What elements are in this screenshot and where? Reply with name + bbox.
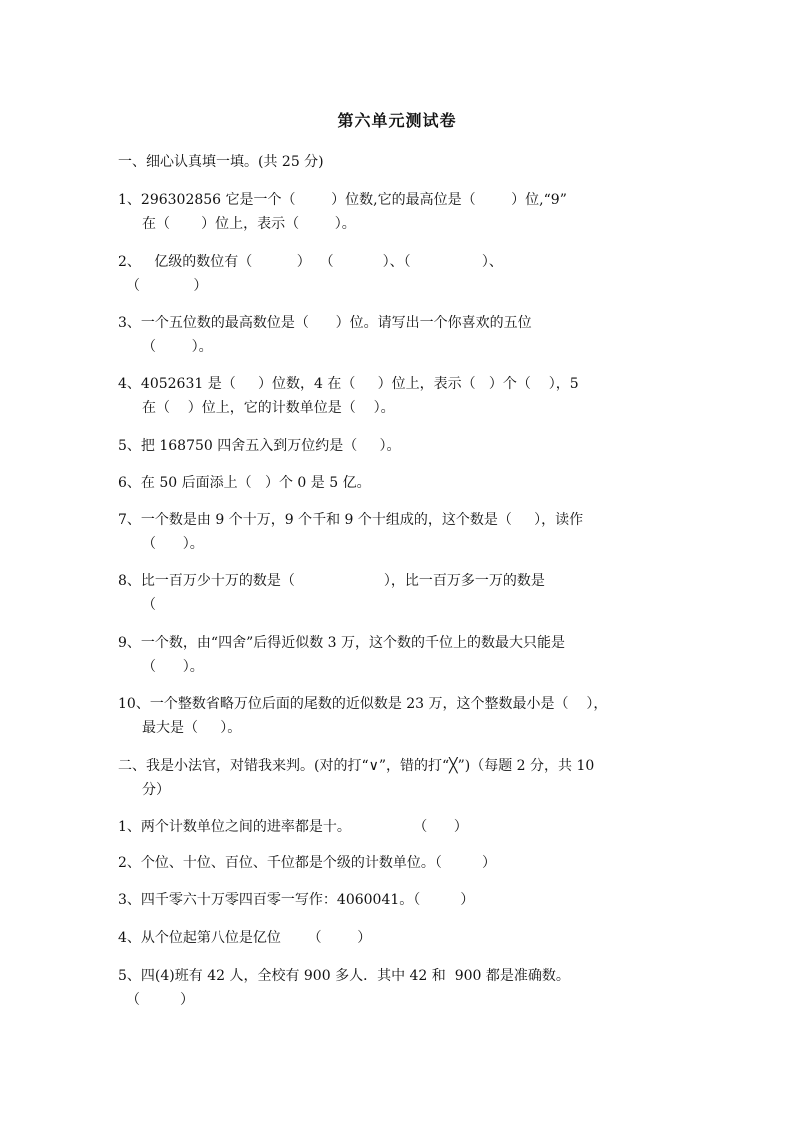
q7-line2: （ ）。	[142, 536, 204, 552]
q3-line1: 3、一个五位数的最高数位是（ ）位。请写出一个你喜欢的五位	[118, 315, 532, 331]
s2-q4-line1: 4、从个位起第八位是亿位 （ ）	[118, 930, 372, 946]
q1-line1: 1、296302856 它是一个（ ）位数,它的最高位是（ ）位,“9”	[118, 192, 567, 208]
q3-line2: （ ）。	[142, 339, 213, 355]
q2-line2: （ ）	[126, 278, 208, 294]
q5-line1: 5、把 168750 四舍五入到万位约是（ ）。	[118, 438, 401, 454]
page-title: 第六单元测试卷	[337, 111, 457, 130]
q10-line2: 最大是（ ）。	[142, 720, 242, 736]
q1-line2: 在（ ）位上，表示（ ）。	[142, 216, 356, 232]
s2-q5-line1: 5、四(4)班有 42 人，全校有 900 多人．其中 42 和 900 都是准确数。	[118, 968, 570, 984]
q2-line1: 2、 亿级的数位有（ ） （ ）、（ ）、	[118, 254, 503, 270]
q8-line2: （	[142, 597, 156, 613]
q10-line1: 10、一个整数省略万位后面的尾数的近似数是 23 万，这个整数最小是（ ），	[118, 696, 608, 712]
q9-line2: （ ）。	[142, 659, 204, 675]
q7-line1: 7、一个数是由 9 个十万，9 个千和 9 个十组成的，这个数是（ ），读作	[118, 512, 584, 528]
q8-line1: 8、比一百万少十万的数是（ ），比一百万多一万的数是	[118, 573, 545, 589]
s2-q2-line1: 2、个位、十位、百位、千位都是个级的计数单位。（ ）	[118, 855, 496, 871]
q4-line2: 在（ ）位上，它的计数单位是（ ）。	[142, 400, 395, 416]
q9-line1: 9、一个数，由“四舍”后得近似数 3 万，这个数的千位上的数最大只能是	[118, 635, 566, 651]
s2-q5-line2: （ ）	[126, 992, 195, 1008]
q6-line1: 6、在 50 后面添上（ ）个 0 是 5 亿。	[118, 475, 371, 491]
s2-q1-line1: 1、两个计数单位之间的进率都是十。 （ ）	[118, 819, 468, 835]
q4-line1: 4、4052631 是（ ）位数，4 在（ ）位上，表示（ ）个（ ），5	[118, 376, 579, 392]
section1-heading: 一、细心认真填一填。(共 25 分)	[118, 154, 324, 170]
section2-heading-line2: 分）	[142, 782, 170, 798]
section2-heading-line1: 二、我是小法官，对错我来判。(对的打“∨”，错的打“╳”)（每题 2 分，共 10	[118, 758, 595, 774]
s2-q3-line1: 3、四千零六十万零四百零一写作：4060041。（ ）	[118, 892, 475, 908]
